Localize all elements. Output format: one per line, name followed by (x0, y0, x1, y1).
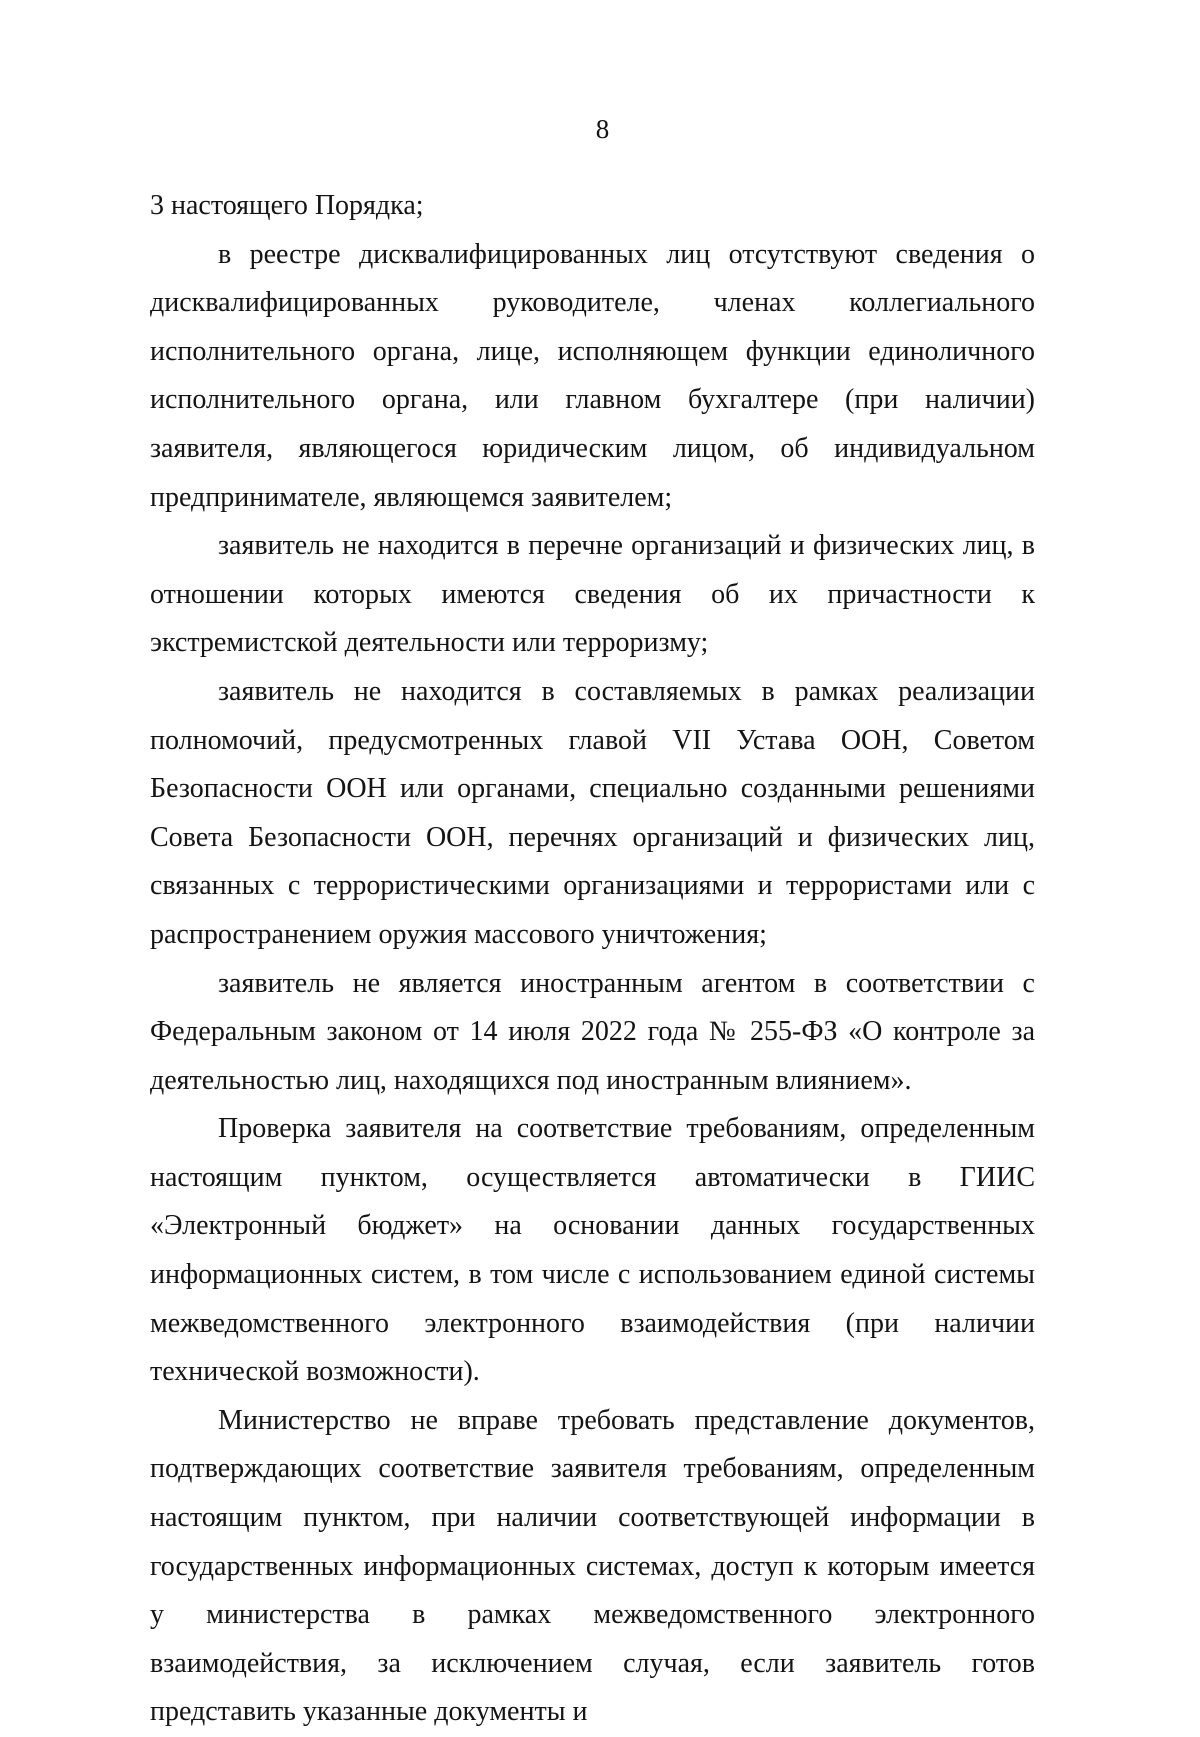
paragraph-foreign-agent: заявитель не является иностранным агентом в соответствии с Федеральным законом от 14 июля 2022 года № 255-ФЗ «О контроле за деятельностью лиц, находящихся под иностранным влиянием». (150, 967, 1035, 1096)
paragraph-disqualified-registry: в реестре дисквалифицированных лиц отсутствуют сведения о дисквалифицированных руководителе, членах коллегиального исполнительного органа, лице, исполняющем функции единоличного исполнительного органа, или главном бухгалтере (при наличии) заявителя, являющегося юридическим лицом, об индивидуальном предпринимателе, являющемся заявителем; (150, 238, 1035, 513)
paragraph-automatic-check: Проверка заявителя на соответствие требованиям, определенным настоящим пунктом, осуществляется автоматически в ГИИС «Электронный бюджет» на основании данных государственных информационных систем, в том числе с использованием единой системы межведомственного электронного взаимодействия (при наличии технической возможности). (150, 1113, 1035, 1388)
document-body (150, 182, 1035, 1737)
paragraph-continuation: 3 настоящего Порядка; (150, 190, 424, 221)
page-number: 8 (595, 114, 610, 144)
paragraph-ministry-documents: Министерство не вправе требовать представление документов, подтверждающих соответствие заявителя требованиям, определенным настоящим пунктом, при наличии соответствующей информации в государственных информационных системах, доступ к которым имеется у министерства в рамках межведомственного электронного взаимодействия, за исключением случая, если заявитель готов представить указанные документы и (150, 1404, 1035, 1728)
paragraph-extremism-list: заявитель не находится в перечне организаций и физических лиц, в отношении которых имеются сведения об их причастности к экстремистской деятельности или терроризму; (150, 530, 1035, 659)
paragraph-un-security-council-lists: заявитель не находится в составляемых в рамках реализации полномочий, предусмотренных главой VII Устава ООН, Советом Безопасности ООН или органами, специально созданными решениями Совета Безопасности ООН, перечнях организаций и физических лиц, связанных с террористическими организациями и террористами или с распространением оружия массового уничтожения; (150, 675, 1035, 950)
